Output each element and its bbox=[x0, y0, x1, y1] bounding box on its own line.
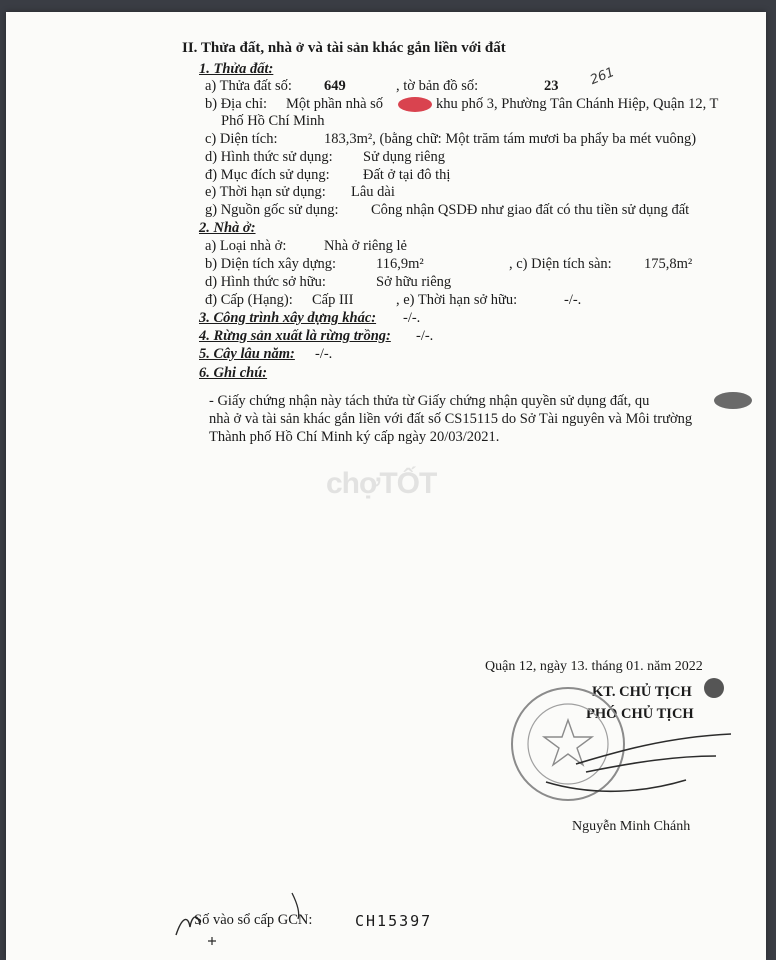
handwritten-map-note: 261 bbox=[588, 64, 617, 89]
notes-heading: 6. Ghi chú: bbox=[199, 365, 268, 381]
usage-form-value: Sử dụng riêng bbox=[363, 149, 445, 165]
usage-purpose-value: Đất ở tại đô thị bbox=[363, 167, 451, 183]
map-sheet-value: 23 bbox=[544, 78, 559, 94]
land-heading: 1. Thửa đất: bbox=[199, 61, 274, 77]
ownership-form-label: d) Hình thức sở hữu: bbox=[205, 274, 326, 290]
house-type-label: a) Loại nhà ở: bbox=[205, 238, 287, 254]
grade-value: Cấp III bbox=[312, 292, 354, 308]
ownership-term-value: -/-. bbox=[564, 292, 582, 308]
redaction-mark bbox=[398, 97, 432, 112]
plantation-forest-value: -/-. bbox=[416, 328, 434, 344]
address-label: b) Địa chỉ: bbox=[205, 96, 268, 112]
usage-origin-label: g) Nguồn gốc sử dụng: bbox=[205, 202, 339, 218]
house-heading: 2. Nhà ở: bbox=[199, 220, 256, 236]
registry-number: CH15397 bbox=[355, 912, 433, 930]
perennial-trees-value: -/-. bbox=[315, 346, 333, 362]
official-seal-and-signature bbox=[506, 682, 736, 812]
notes-line-3: Thành phố Hồ Chí Minh ký cấp ngày 20/03/2021. bbox=[209, 429, 500, 445]
house-type-value: Nhà ở riêng lẻ bbox=[324, 238, 407, 254]
floor-area-value: 175,8m² bbox=[644, 256, 693, 272]
other-construction-heading: 3. Công trình xây dựng khác: bbox=[199, 310, 377, 326]
other-construction-value: -/-. bbox=[403, 310, 421, 326]
notes-line-2: nhà ở và tài sản khác gắn liền với đất số CS15115 do Sở Tài nguyên và Môi trường bbox=[209, 411, 693, 427]
certificate-page bbox=[6, 12, 766, 960]
usage-purpose-label: đ) Mục đích sử dụng: bbox=[205, 167, 330, 183]
usage-origin-value: Công nhận QSDĐ như giao đất có thu tiền sử dụng đất bbox=[371, 202, 690, 218]
signer-title-2: PHÓ CHỦ TỊCH bbox=[586, 706, 694, 722]
redaction-mark bbox=[714, 392, 752, 409]
ownership-term-label: , e) Thời hạn sở hữu: bbox=[396, 292, 518, 308]
ownership-form-value: Sở hữu riêng bbox=[376, 274, 452, 290]
registry-label: Số vào sổ cấp GCN: bbox=[194, 912, 313, 928]
construction-area-value: 116,9m² bbox=[376, 256, 424, 272]
plantation-forest-heading: 4. Rừng sản xuất là rừng trồng: bbox=[199, 328, 391, 344]
watermark: chợTỐT bbox=[326, 467, 437, 500]
area-value: 183,3m², (bằng chữ: Một trăm tám mươi ba phẩy ba mét vuông) bbox=[324, 131, 697, 147]
map-sheet-label: , tờ bản đồ số: bbox=[396, 78, 479, 94]
address-part2: khu phố 3, Phường Tân Chánh Hiệp, Quận 12, T bbox=[436, 96, 719, 112]
signer-title-1: KT. CHỦ TỊCH bbox=[592, 684, 692, 700]
usage-term-label: e) Thời hạn sử dụng: bbox=[205, 184, 326, 200]
usage-term-value: Lâu dài bbox=[351, 184, 395, 200]
usage-form-label: d) Hình thức sử dụng: bbox=[205, 149, 333, 165]
section-title: II. Thửa đất, nhà ở và tài sản khác gắn liền với đất bbox=[182, 40, 506, 56]
notes-line-1: - Giấy chứng nhận này tách thửa từ Giấy chứng nhận quyền sử dụng đất, qu bbox=[209, 393, 650, 409]
address-part1: Một phần nhà số bbox=[286, 96, 384, 112]
signer-name: Nguyễn Minh Chánh bbox=[572, 819, 691, 834]
parcel-number-label: a) Thửa đất số: bbox=[205, 78, 292, 94]
address-part3: Phố Hồ Chí Minh bbox=[221, 113, 325, 129]
floor-area-label: , c) Diện tích sàn: bbox=[509, 256, 612, 272]
grade-label: đ) Cấp (Hạng): bbox=[205, 292, 293, 308]
issue-date: Quận 12, ngày 13. tháng 01. năm 2022 bbox=[485, 659, 703, 674]
construction-area-label: b) Diện tích xây dựng: bbox=[205, 256, 337, 272]
parcel-number-value: 649 bbox=[324, 78, 346, 94]
area-label: c) Diện tích: bbox=[205, 131, 278, 147]
perennial-trees-heading: 5. Cây lâu năm: bbox=[199, 346, 295, 362]
